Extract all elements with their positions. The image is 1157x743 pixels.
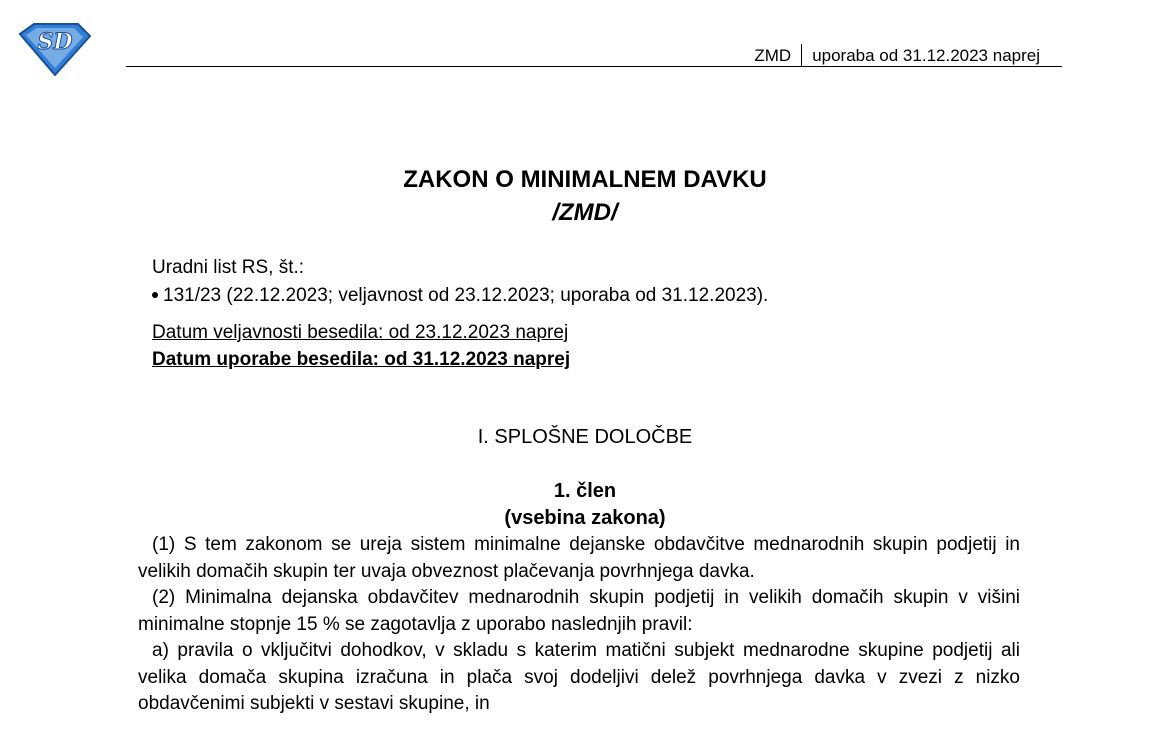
header-separator [801,44,802,66]
gazette-label: Uradni list RS, št.: [152,257,305,278]
document-title: ZAKON O MINIMALNEM DAVKU [403,166,767,193]
gazette-item-text: 131/23 (22.12.2023; veljavnost od 23.12.2023; uporaba od 31.12.2023). [163,285,769,306]
article-paragraph: (1) S tem zakonom se ureja sistem minimalne dejanske obdavčitve mednarodnih skupin podjetij in velikih domačih skupin ter uvaja obveznost plačevanja povrhnjega davka. [138,534,1020,582]
article-paragraph: (2) Minimalna dejanska obdavčitev mednarodnih skupin podjetij in velikih domačih skupin v višini minimalne stopnje 15 % se zagotavlja z uporabo naslednjih pravil: [138,587,1020,635]
article-body [138,532,1020,718]
article-number: 1. člen [553,480,617,502]
header-abbreviation: ZMD [754,46,792,65]
chapter-heading: I. SPLOŠNE DOLOČBE [477,426,693,448]
document-abbreviation: /ZMD/ [552,199,618,226]
logo [18,22,92,76]
header-application-date: uporaba od 31.12.2023 naprej [812,46,1040,65]
gazette-item [152,285,768,307]
header-rule [126,66,1062,67]
running-header [754,45,1040,67]
application-date: Datum uporabe besedila: od 31.12.2023 naprej [152,349,571,370]
article-title: (vsebina zakona) [504,507,666,529]
logo-letters: SD [37,29,73,55]
bullet-icon [152,292,158,298]
article-paragraph: a) pravila o vključitvi dohodkov, v skladu s katerim matični subjekt mednarodne skupine podjetij ali velika domača skupina izračuna in plača svoj dodeljivi delež povrhnjega davka v zvezi z nizko obdavčenimi subjekti v sestavi skupine, in [138,640,1020,714]
validity-date: Datum veljavnosti besedila: od 23.12.2023 naprej [152,322,569,343]
